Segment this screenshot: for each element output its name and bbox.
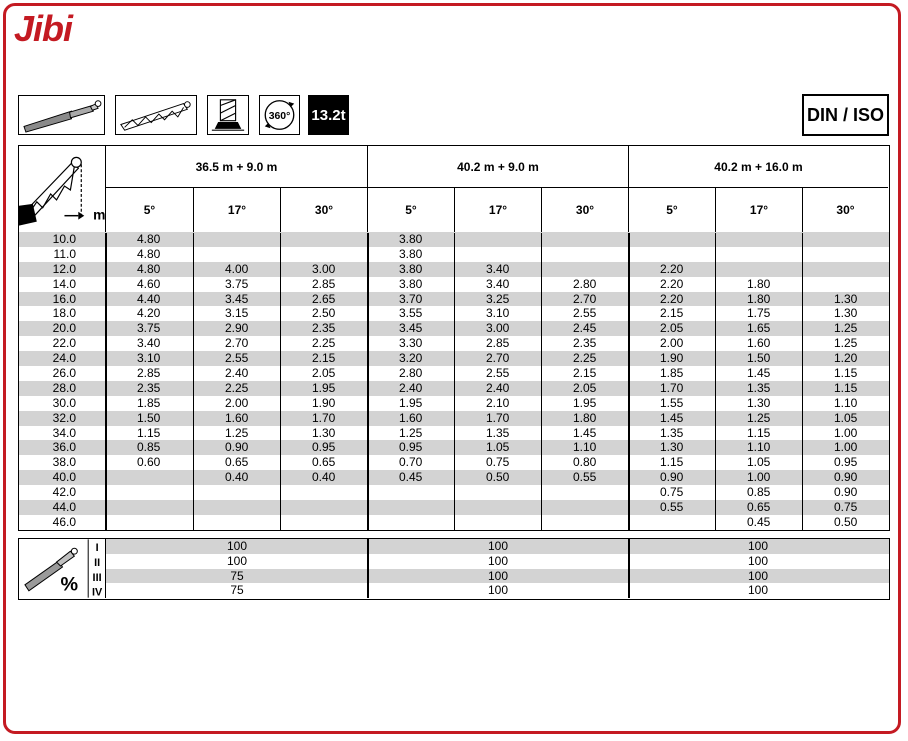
corner-unit: m [93,206,105,223]
load-cell: 0.80 [573,455,597,470]
load-cell: 1.15 [660,455,684,470]
load-cell: 0.75 [660,485,684,500]
load-cell: 0.95 [399,440,423,455]
rotation-label: 360° [268,110,291,122]
load-cell: 0.90 [225,440,249,455]
load-cell: 1.15 [137,425,161,440]
load-cell: 1.25 [834,321,858,336]
telescopic-boom-icon [18,95,105,135]
table-header [18,145,890,233]
load-cell: 0.65 [747,500,771,515]
load-cell: 1.95 [399,395,423,410]
outrigger-icon [207,95,249,135]
radius-corner-icon [19,146,106,232]
load-cell: 3.75 [137,321,161,336]
load-cell: 1.50 [137,410,161,425]
load-cell: 3.40 [137,336,161,351]
load-cell: 1.85 [137,395,161,410]
load-cell: 1.30 [312,425,336,440]
load-cell: 1.25 [747,410,771,425]
load-cell: 2.55 [573,306,597,321]
load-cell: 4.20 [137,306,161,321]
angle-header: 30° [281,188,368,232]
load-cell: 0.95 [834,455,858,470]
load-cell: 2.85 [486,336,510,351]
angle-header: 5° [106,188,194,232]
section-label: II [94,557,101,570]
angle-header: 5° [368,188,455,232]
load-cell: 3.30 [399,336,423,351]
load-cell: 1.10 [747,440,771,455]
load-cell: 2.50 [312,306,336,321]
telescope-cell: 75 [230,568,244,583]
radius-cell: 10.0 [52,232,76,246]
load-cell: 1.95 [573,395,597,410]
radius-cell: 11.0 [53,246,76,261]
radius-cell: 22.0 [52,336,76,351]
load-cell: 0.90 [660,470,684,485]
load-cell: 0.70 [399,455,423,470]
load-cell: 3.45 [399,321,423,336]
load-cell: 1.35 [660,425,684,440]
load-cell: 0.50 [834,514,858,529]
radius-cell: 44.0 [52,500,76,515]
load-cell: 0.65 [312,455,336,470]
radius-cell: 26.0 [52,366,76,381]
load-cell: 1.15 [834,380,858,395]
load-cell: 1.55 [660,395,684,410]
load-cell: 0.55 [573,470,597,485]
load-cell: 2.20 [660,291,684,306]
telescope-row [106,554,889,569]
load-cell: 3.15 [225,306,249,321]
load-cell: 0.95 [312,440,336,455]
telescope-cell: 100 [226,539,248,553]
load-cell: 2.55 [486,366,510,381]
section-label: I [95,542,99,555]
load-cell: 3.75 [225,276,249,291]
load-cell: 2.05 [573,380,597,395]
load-cell: 1.80 [747,291,771,306]
load-cell: 1.05 [747,455,771,470]
angle-header: 30° [836,203,855,217]
load-cell: 2.70 [573,291,597,306]
angle-header: 17° [716,188,803,232]
load-cell: 2.35 [312,321,336,336]
load-cell: 0.50 [486,470,510,485]
load-cell: 0.60 [137,455,161,470]
load-cell: 2.15 [660,306,684,321]
load-cell: 1.25 [399,425,423,440]
load-cell: 2.25 [225,380,249,395]
load-cell: 1.35 [486,425,510,440]
load-cell: 1.95 [312,380,336,395]
load-cell: 2.80 [573,276,597,291]
load-cell: 2.05 [660,321,684,336]
load-cell: 2.80 [399,366,423,381]
telescope-cell: 100 [747,553,769,568]
load-cell: 3.80 [399,276,423,291]
telescope-row [106,539,889,554]
load-cell: 3.40 [486,276,510,291]
load-cell: 1.00 [834,440,858,455]
load-cell: 1.25 [834,336,858,351]
load-cell: 1.80 [573,410,597,425]
percent-symbol: % [60,573,79,596]
load-cell: 2.90 [225,321,249,336]
load-cell: 2.40 [225,366,249,381]
radius-cell: 28.0 [52,380,76,395]
radius-cell: 20.0 [52,321,76,336]
load-cell: 1.45 [747,366,771,381]
load-cell: 1.15 [747,425,771,440]
load-cell: 0.90 [834,470,858,485]
load-cell: 2.15 [573,366,597,381]
group-header: 40.2 m + 16.0 m [629,146,888,188]
telescope-cell: 100 [747,539,769,553]
load-cell: 0.55 [660,500,684,515]
load-cell: 1.45 [660,410,684,425]
load-cell: 2.40 [486,380,510,395]
load-cell: 3.55 [399,306,423,321]
telescope-cell: 100 [487,539,509,553]
load-cell: 1.90 [312,395,336,410]
load-cell: 2.85 [137,366,161,381]
counterweight-badge: 13.2t [308,95,349,135]
section-label: IV [91,586,103,598]
telescoping-table [18,538,890,600]
load-cell: 3.25 [486,291,510,306]
telescope-cell: 100 [487,568,509,583]
load-cell: 0.40 [225,470,249,485]
radius-cell: 32.0 [52,410,76,425]
telescope-cell: 100 [226,553,248,568]
load-cell: 0.75 [834,500,858,515]
load-cell: 1.80 [747,276,771,291]
load-cell: 1.75 [747,306,771,321]
load-cell: 2.20 [660,276,684,291]
telescope-cell: 100 [487,583,509,598]
angle-header: 30° [542,188,629,232]
load-cell: 0.40 [312,470,336,485]
load-cell: 1.35 [747,380,771,395]
load-cell: 0.65 [225,455,249,470]
angle-header: 17° [455,188,542,232]
group-header: 36.5 m + 9.0 m [106,146,368,188]
load-cell: 1.00 [834,425,858,440]
load-cell: 3.80 [399,261,423,276]
load-cell: 0.85 [137,440,161,455]
load-cell: 1.50 [747,351,771,366]
load-cell: 1.30 [747,395,771,410]
load-cell: 1.70 [312,410,336,425]
angle-header: 5° [629,188,716,232]
load-cell: 2.70 [225,336,249,351]
load-cell: 1.20 [834,351,858,366]
load-cell: 2.05 [312,366,336,381]
load-cell: 2.10 [486,395,510,410]
radius-cell: 30.0 [52,395,76,410]
load-cell: 4.80 [137,246,161,261]
load-cell: 3.00 [486,321,510,336]
telescope-cell: 100 [747,583,769,598]
load-cell: 1.05 [834,410,858,425]
load-cell: 0.45 [747,514,771,529]
load-cell: 0.45 [399,470,423,485]
load-cell: 2.35 [137,380,161,395]
load-cell: 4.80 [137,232,161,246]
radius-cell: 40.0 [52,470,76,485]
load-cell: 2.35 [573,336,597,351]
load-cell: 2.00 [660,336,684,351]
load-cell: 3.40 [486,261,510,276]
radius-cell: 36.0 [52,440,76,455]
load-cell: 2.85 [312,276,336,291]
load-cell: 1.10 [573,440,597,455]
load-cell: 3.70 [399,291,423,306]
load-cell: 2.55 [225,351,249,366]
brand-title: Jibi [14,8,73,49]
load-cell: 3.20 [399,351,423,366]
load-cell: 1.60 [747,336,771,351]
load-cell: 2.65 [312,291,336,306]
load-cell: 1.15 [834,366,858,381]
load-cell: 1.70 [660,380,684,395]
load-cell: 4.80 [137,261,161,276]
telescope-row [106,583,889,598]
load-cell: 3.10 [137,351,161,366]
telescope-row [106,569,889,584]
radius-cell: 12.0 [52,261,76,276]
load-cell: 1.85 [660,366,684,381]
load-cell: 0.85 [747,485,771,500]
radius-cell: 46.0 [52,514,76,529]
load-cell: 4.00 [225,261,249,276]
load-cell: 1.45 [573,425,597,440]
telescope-cell: 100 [487,553,509,568]
load-cell: 1.30 [834,291,858,306]
load-cell: 3.45 [225,291,249,306]
radius-cell: 42.0 [52,485,76,500]
load-cell: 4.40 [137,291,161,306]
load-cell: 2.45 [573,321,597,336]
load-cell: 2.25 [312,336,336,351]
load-cell: 1.30 [660,440,684,455]
telescope-percent-icon [19,539,106,598]
load-cell: 2.25 [573,351,597,366]
load-cell: 1.30 [834,306,858,321]
load-cell: 1.10 [834,395,858,410]
load-cell: 3.10 [486,306,510,321]
load-cell: 0.75 [486,455,510,470]
load-cell: 4.60 [137,276,161,291]
load-cell: 1.70 [486,410,510,425]
load-cell: 2.40 [399,380,423,395]
load-cell: 2.00 [225,395,249,410]
radius-cell: 14.0 [52,276,76,291]
telescope-cell: 75 [230,583,244,598]
load-cell: 1.90 [660,351,684,366]
load-cell: 2.15 [312,351,336,366]
lattice-jib-icon [115,95,197,135]
load-cell: 1.00 [747,470,771,485]
angle-header: 17° [194,188,281,232]
group-header: 40.2 m + 9.0 m [368,146,629,188]
load-cell: 3.80 [399,232,423,246]
load-cell: 2.20 [660,261,684,276]
radius-cell: 38.0 [52,455,76,470]
telescope-cell: 100 [747,568,769,583]
section-label: III [92,571,102,584]
standard-label: DIN / ISO [802,94,889,136]
rotation-360-icon [259,95,300,135]
load-cell: 1.60 [225,410,249,425]
load-cell: 1.25 [225,425,249,440]
load-cell: 3.80 [399,246,423,261]
load-cell: 1.65 [747,321,771,336]
load-cell: 2.70 [486,351,510,366]
radius-cell: 24.0 [52,351,76,366]
load-cell: 3.00 [312,261,336,276]
radius-cell: 18.0 [52,306,76,321]
radius-cell: 16.0 [52,291,76,306]
load-cell: 1.60 [399,410,423,425]
radius-cell: 34.0 [52,425,76,440]
load-cell: 1.05 [486,440,510,455]
load-cell: 0.90 [834,485,858,500]
